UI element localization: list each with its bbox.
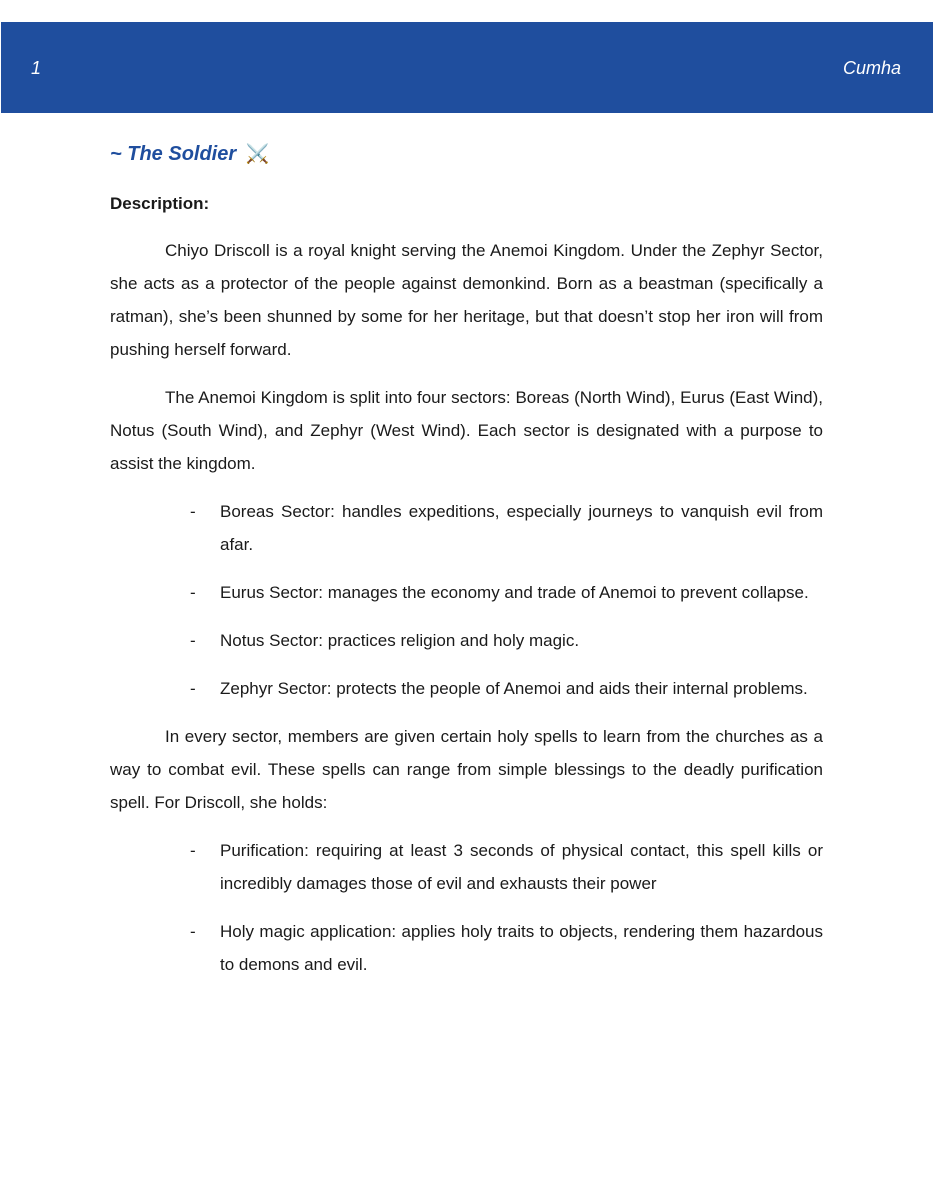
bullet-dash: - [190,679,196,698]
bullet-dash: - [190,631,196,650]
list-item [110,915,823,981]
list-item-text: Zephyr Sector: protects the people of Anemoi and aids their internal problems. [220,679,808,698]
section-title-text: ~ The Soldier [110,143,237,165]
spell-list [110,834,823,981]
document-body [110,140,823,996]
bullet-dash: - [190,841,196,860]
list-item-text: Eurus Sector: manages the economy and trade of Anemoi to prevent collapse. [220,583,809,602]
author-name: Cumha [842,58,901,78]
page-number: 1 [31,58,42,78]
paragraph-intro: Chiyo Driscoll is a royal knight serving the Anemoi Kingdom. Under the Zephyr Sector, she acts as a protector of the people against demonkind. Born as a beastman (specifically a ratman), she’s been shunned by some for her heritage, but that doesn’t stop her iron will from pushing herself forward. [110,241,823,359]
section-title [110,140,823,169]
list-item-text: Boreas Sector: handles expeditions, especially journeys to vanquish evil from afar. [220,502,823,554]
list-item-text: Notus Sector: practices religion and holy magic. [220,631,580,650]
list-item [110,576,823,609]
page-header [1,22,933,113]
bullet-dash: - [190,502,196,521]
bullet-dash: - [190,922,196,941]
list-item [110,834,823,900]
description-heading: Description: [110,194,210,213]
list-item [110,672,823,705]
sector-list [110,495,823,705]
list-item [110,495,823,561]
paragraph-spells: In every sector, members are given certain holy spells to learn from the churches as a way to combat evil. These spells can range from simple blessings to the deadly purification spell. For Driscoll, she holds: [110,727,823,812]
bullet-dash: - [190,583,196,602]
paragraph-sectors: The Anemoi Kingdom is split into four sectors: Boreas (North Wind), Eurus (East Wind), Notus (South Wind), and Zephyr (West Wind). Each sector is designated with a purpose to assist the kingdom. [110,388,823,473]
list-item-text: Holy magic application: applies holy traits to objects, rendering them hazardous to demons and evil. [220,922,823,974]
list-item [110,624,823,657]
list-item-text: Purification: requiring at least 3 seconds of physical contact, this spell kills or incredibly damages those of evil and exhausts their power [220,841,823,893]
crossed-swords-icon: ⚔️ [245,144,270,165]
